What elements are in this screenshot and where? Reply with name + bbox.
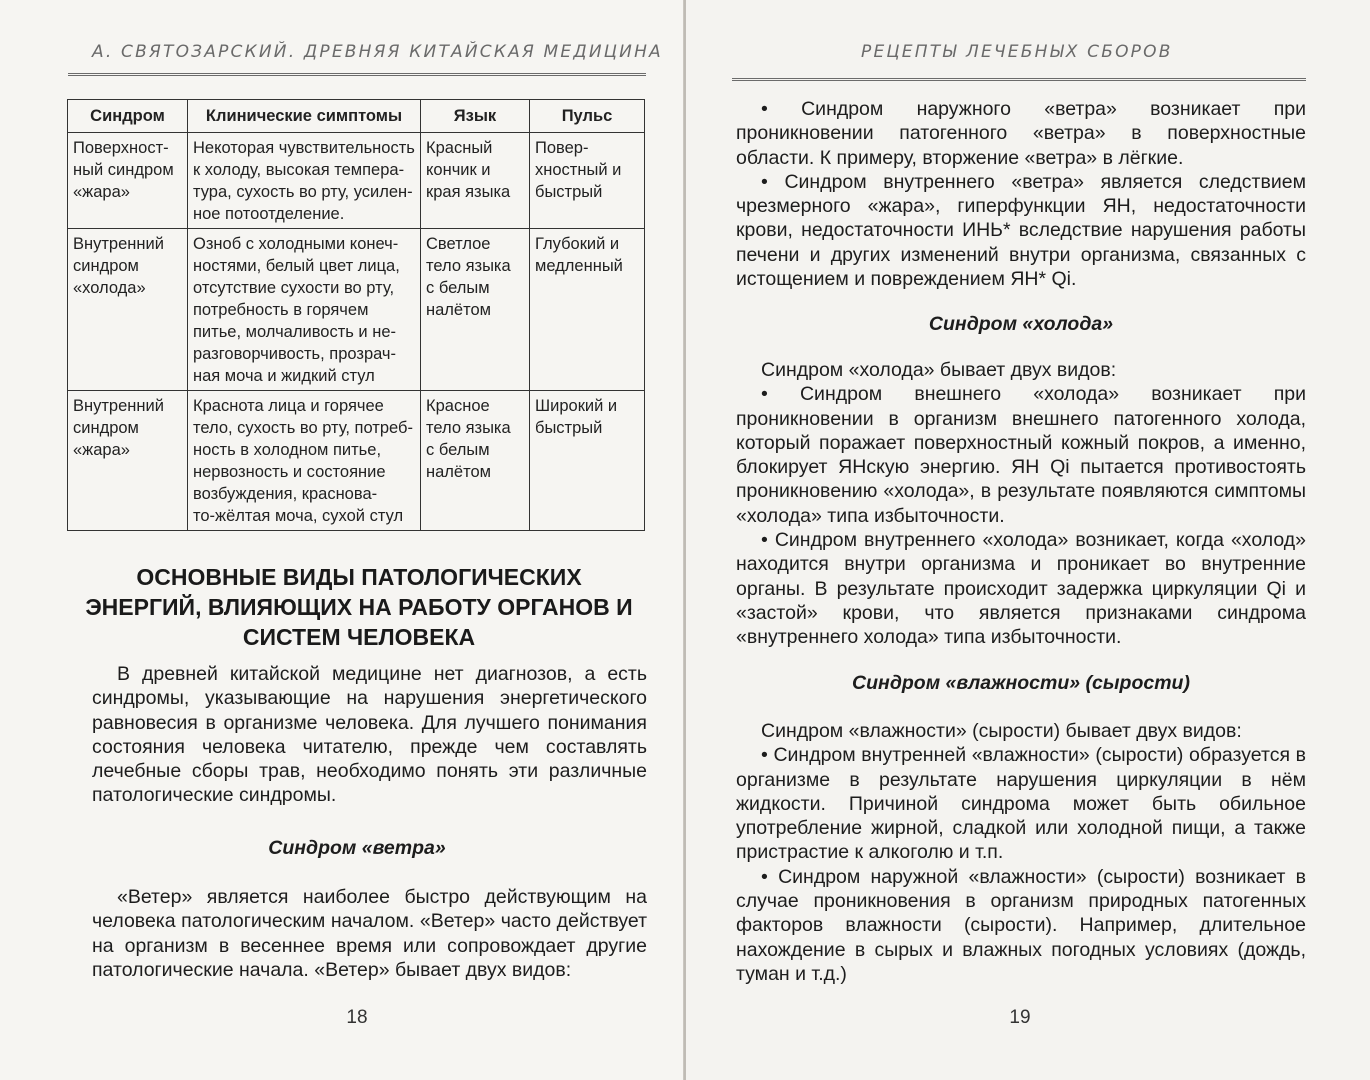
running-head-left: А. СВЯТОЗАРСКИЙ. ДРЕВНЯЯ КИТАЙСКАЯ МЕДИЦИНА	[92, 42, 663, 62]
table-header-cell: Синдром	[68, 100, 188, 133]
wind-paragraph	[92, 885, 647, 982]
table-cell: Повер- хностный и быстрый	[530, 133, 645, 229]
page-number: 19	[1009, 1007, 1031, 1028]
body-text: В древней китайской медицине нет диагнозов, а есть синдромы, указывающие на нарушения энергетического равновесия в организме человека. Для лучшего понимания состояния человека читателю, прежде чем составлять лечебные сборы трав, необходимо понять эти различные патологические синдромы.	[92, 663, 647, 807]
bullet-paragraph: • Синдром наружного «ветра» возникает при проникновении патогенного «ветра» в поверхностные области. К примеру, вторжение «ветра» в лёгкие.	[736, 98, 1306, 169]
table-header-cell: Пульс	[530, 100, 645, 133]
syndrome-table	[67, 99, 645, 531]
bullet-paragraph: • Синдром внутреннего «ветра» является следствием чрезмерного «жара», гиперфункции ЯН, недостаточности крови, недостаточности ИНЬ* вследствие нарушения работы печени и других изменений внутри организма, связанных с истощением и повреждением ЯН* Qi.	[736, 170, 1306, 291]
body-text: Синдром «холода» бывает двух видов:	[761, 359, 1117, 381]
intro-paragraph	[92, 662, 647, 808]
table-cell: Красный кончик и края языка	[421, 133, 530, 229]
table-row	[68, 229, 645, 391]
bullet-paragraph: • Синдром наружной «влажности» (сырости) возникает в случае проникновения в организм природных патогенных факторов влажности (сырости). Например, длительное нахождение в сырых и влажных погодных условиях (дождь, туман и т.д.)	[736, 865, 1306, 985]
wind-heading: Синдром «ветра»	[268, 837, 446, 859]
header-rule-right	[732, 78, 1306, 81]
table-row	[68, 133, 645, 229]
table-cell: Светлое тело языка с белым налётом	[421, 229, 530, 391]
wind-bullets	[736, 97, 1306, 291]
bullet-paragraph: • Синдром внутренней «влажности» (сырости) образуется в организме в результате нарушения циркуляции в нём жидкости. Причиной синдрома может быть обильное употребление жирной, сладкой или холодной пищи, а также пристрастие к алкоголю и т.п.	[736, 744, 1306, 864]
table-header-cell: Клинические симптомы	[188, 100, 421, 133]
bullet-paragraph: • Синдром внешнего «холода» возникает при проникновении в организм внешнего патогенного холода, который поражает поверхностный кожный покров, а именно, блокирует ЯНскую энергию. ЯН Qi пытается противостоять проникновению «холода», в результате появляются симптомы «холода» типа избыточности.	[736, 383, 1306, 527]
body-text: Синдром «влажности» (сырости) бывает двух видов:	[761, 720, 1242, 742]
table-cell: Внутренний синдром «холода»	[68, 229, 188, 391]
cold-paragraphs	[736, 358, 1306, 650]
header-rule-left	[68, 73, 646, 76]
damp-paragraphs	[736, 719, 1306, 986]
table-cell: Озноб с холодными конеч- ностями, белый цвет лица, отсутствие сухости во рту, потребность в горячем питье, молчаливость и не- разговорчивость, прозрач- ная моча и жидкий стул	[188, 229, 421, 391]
table-cell: Внутренний синдром «жара»	[68, 391, 188, 531]
cold-heading: Синдром «холода»	[928, 313, 1114, 335]
damp-heading: Синдром «влажности» (сырости)	[852, 672, 1190, 694]
table-header-cell: Язык	[421, 100, 530, 133]
table-cell: Краснота лица и горячее тело, сухость во рту, потреб- ность в холодном питье, нервозность и состояние возбуждения, краснова- то-жёлтая моча, сухой стул	[188, 391, 421, 531]
table-header-row	[68, 100, 645, 133]
running-head-right: РЕЦЕПТЫ ЛЕЧЕБНЫХ СБОРОВ	[861, 42, 1173, 62]
table-cell: Красное тело языка с белым налётом	[421, 391, 530, 531]
left-page	[0, 0, 684, 1080]
section-title: ОСНОВНЫЕ ВИДЫ ПАТОЛОГИЧЕСКИХ ЭНЕРГИЙ, ВЛИЯЮЩИХ НА РАБОТУ ОРГАНОВ И СИСТЕМ ЧЕЛОВЕКА	[85, 564, 633, 650]
page-number: 18	[346, 1007, 368, 1028]
table-cell: Некоторая чувствительность к холоду, высокая темпера- тура, сухость во рту, усилен- ное потоотделение.	[188, 133, 421, 229]
table-cell: Поверхност- ный синдром «жара»	[68, 133, 188, 229]
right-page	[686, 0, 1370, 1080]
table-cell: Широкий и быстрый	[530, 391, 645, 531]
body-text: «Ветер» является наиболее быстро действующим на человека патологическим началом. «Ветер» часто действует на организм в весеннее время или сопровождает другие патологические начала. «Ветер» бывает двух видов:	[92, 886, 647, 981]
table-row	[68, 391, 645, 531]
bullet-paragraph: • Синдром внутреннего «холода» возникает, когда «холод» находится внутри организма и проникает во внутренние органы. В результате происходит задержка циркуляции Qi и «застой» крови, что является признаками синдрома «внутреннего холода» типа избыточности.	[736, 529, 1306, 649]
table-cell: Глубокий и медленный	[530, 229, 645, 391]
